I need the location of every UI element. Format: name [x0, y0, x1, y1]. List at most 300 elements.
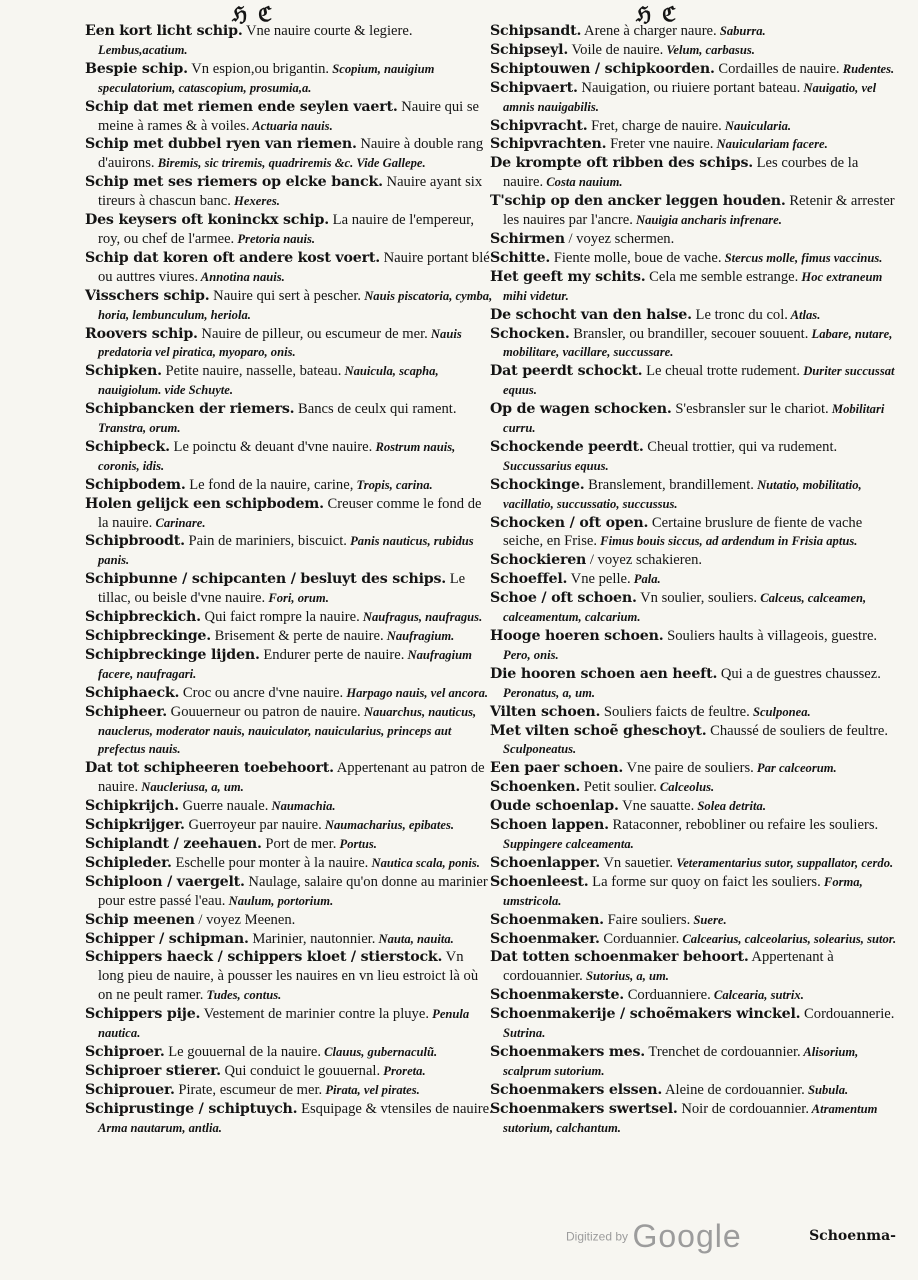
- headword: Schipvaert.: [490, 79, 578, 96]
- headword: Schip dat met riemen ende seylen vaert.: [85, 98, 398, 115]
- latin-equivalent: Labare, nutare, mobilitare, vacillare, succussare.: [503, 326, 893, 360]
- headword: Schipbunne / schipcanten / besluyt des schips.: [85, 571, 447, 588]
- latin-equivalent: Scopium, nauigium speculatorium, catascopium, prosumia,a.: [98, 61, 435, 95]
- headword: Schoe / oft schoen.: [490, 590, 637, 607]
- french-definition: Les courbes de la nauire.: [503, 155, 859, 191]
- latin-equivalent: Transtra, orum.: [98, 421, 181, 436]
- headword: Schocken.: [490, 325, 570, 342]
- latin-equivalent: Rostrum nauis, coronis, idis.: [98, 439, 456, 473]
- latin-equivalent: Nautica scala, ponis.: [368, 855, 480, 870]
- latin-equivalent: Pirata, vel pirates.: [322, 1082, 420, 1097]
- headword: Schipvracht.: [490, 117, 588, 134]
- latin-equivalent: Nauicula, scapha, nauigiolum. vide Schuyte.: [98, 364, 439, 398]
- latin-equivalent: Calcearius, calceolarius, solearius, sutor.: [679, 931, 897, 946]
- latin-equivalent: Penula nautica.: [98, 1007, 470, 1041]
- headword: Dat tot schipheeren toebehoort.: [85, 760, 334, 777]
- french-definition: Corduanniere.: [624, 987, 711, 1004]
- dictionary-entry: [490, 325, 898, 363]
- french-definition: Eschelle pour monter à la nauire.: [171, 854, 369, 871]
- dictionary-entry: [490, 589, 898, 627]
- headword: Schocken / oft open.: [490, 514, 649, 531]
- dictionary-entry: [490, 306, 898, 325]
- french-definition: Le tillac, ou beisle d'vne nauire.: [98, 571, 466, 607]
- headword: Schipvrachten.: [490, 136, 607, 153]
- latin-equivalent: Nauicularia.: [721, 118, 792, 133]
- latin-equivalent: Annotina nauis.: [198, 269, 285, 284]
- headword: Schipseyl.: [490, 41, 569, 58]
- dictionary-entry: [490, 986, 898, 1005]
- headword: Schipbodem.: [85, 476, 186, 493]
- dictionary-entry: [490, 570, 898, 589]
- dictionary-entry: [85, 22, 493, 60]
- latin-equivalent: Fimus bouis siccus, ad ardendum in Frisia aptus.: [597, 534, 858, 549]
- dictionary-entry: [85, 608, 493, 627]
- latin-equivalent: Peronatus, a, um.: [503, 685, 596, 700]
- french-definition: Vne nauire courte & legiere.: [242, 23, 413, 39]
- french-definition: Petit soulier.: [580, 779, 657, 796]
- dictionary-entry: [490, 249, 898, 268]
- dictionary-entry: [85, 400, 493, 438]
- dictionary-entry: [490, 268, 898, 306]
- french-definition: La forme sur quoy on faict les souliers.: [588, 873, 821, 890]
- latin-equivalent: Suere.: [690, 912, 727, 927]
- french-definition: Creuser comme le fond de la nauire.: [98, 495, 482, 531]
- french-definition: Certaine bruslure de fiente de vache seiche, en Frise.: [503, 514, 863, 550]
- latin-equivalent: Par calceorum.: [753, 761, 837, 776]
- latin-equivalent: Sculponeatus.: [503, 742, 577, 757]
- headword: Hooge hoeren schoen.: [490, 628, 664, 644]
- headword: Schipkrijger.: [85, 817, 185, 834]
- latin-equivalent: Hexeres.: [230, 194, 280, 209]
- french-definition: Vn espion,ou brigantin.: [187, 60, 330, 77]
- french-definition: Guerroyeur par nauire.: [184, 817, 322, 834]
- latin-equivalent: Carinare.: [152, 515, 206, 530]
- headword: Schip meenen: [85, 911, 195, 928]
- french-definition: Nauigation, ou riuiere portant bateau.: [577, 79, 801, 96]
- french-definition: Vn long pieu de nauire, à pousser les nauires en vn lieu estroict là où on ne peult ramer.: [98, 949, 479, 1004]
- dictionary-entry: [490, 476, 898, 514]
- latin-equivalent: Pala.: [630, 572, 661, 587]
- french-definition: Fiente molle, boue de vache.: [550, 249, 722, 266]
- dictionary-entry: [85, 570, 493, 608]
- french-definition: Marinier, nautonnier.: [248, 930, 376, 947]
- dictionary-entry: [85, 759, 493, 797]
- dictionary-entry: [490, 400, 898, 438]
- dictionary-entry: [490, 79, 898, 117]
- dictionary-entry: [85, 873, 493, 911]
- dictionary-entry: [85, 362, 493, 400]
- latin-equivalent: Costa nauium.: [543, 175, 623, 190]
- french-definition: Qui faict rompre la nauire.: [200, 609, 360, 626]
- watermark-brand: Google: [632, 1218, 742, 1254]
- dictionary-entry: [490, 1081, 898, 1100]
- headword: Oude schoenlap.: [490, 798, 619, 815]
- french-definition: Croc ou ancre d'vne nauire.: [179, 684, 344, 701]
- french-definition: Rataconner, rebobliner ou refaire les souliers.: [608, 817, 879, 834]
- headword: Schoenmakerije / schoẽmakers winckel.: [490, 1006, 801, 1023]
- latin-equivalent: Nauigatio, vel amnis nauigabilis.: [503, 80, 877, 114]
- headword: Schipbancken der riemers.: [85, 401, 295, 418]
- latin-equivalent: Nauarchus, nauticus, nauclerus, moderator nauis, nauiculator, nauicularius, princeps aut prefectus nauis.: [98, 704, 477, 757]
- dictionary-entry: [490, 60, 898, 79]
- french-definition: Vne sauatte.: [618, 798, 695, 815]
- dictionary-entry: [490, 362, 898, 400]
- french-definition: Le fond de la nauire, carine,: [185, 476, 354, 493]
- latin-equivalent: Actuaria nauis.: [249, 118, 333, 133]
- dictionary-entry: [85, 438, 493, 476]
- latin-equivalent: Calcearia, sutrix.: [710, 988, 804, 1003]
- latin-equivalent: Fori, orum.: [265, 591, 329, 606]
- dictionary-entry: [85, 816, 493, 835]
- french-definition: Appertenant à cordouannier.: [503, 949, 834, 985]
- dictionary-entry: [85, 703, 493, 760]
- french-definition: Le poinctu & deuant d'vne nauire.: [169, 438, 373, 455]
- latin-equivalent: Solea detrita.: [694, 799, 766, 814]
- latin-equivalent: Panis nauticus, rubidus panis.: [98, 534, 474, 568]
- headword: Schipper / schipman.: [85, 930, 249, 947]
- latin-equivalent: Atramentum sutorium, calchantum.: [503, 1101, 878, 1135]
- latin-equivalent: Veteramentarius sutor, suppallator, cerdo.: [673, 855, 894, 870]
- dictionary-entry: [490, 854, 898, 873]
- french-definition: Freter vne nauire.: [606, 136, 714, 153]
- dictionary-entry: [490, 816, 898, 854]
- french-definition: Branslement, brandillement.: [584, 476, 754, 493]
- dictionary-entry: [490, 230, 898, 249]
- latin-equivalent: Harpago nauis, vel ancora.: [343, 685, 489, 700]
- headword: Schipsandt.: [490, 23, 582, 39]
- latin-equivalent: Saburra.: [716, 24, 766, 38]
- dictionary-entry: [85, 797, 493, 816]
- headword: Schockende peerdt.: [490, 438, 644, 455]
- headword: Schipbreckinge.: [85, 628, 211, 644]
- french-definition: Aleine de cordouannier.: [662, 1081, 805, 1098]
- dictionary-entry: [490, 627, 898, 665]
- french-definition: Le tronc du col.: [691, 306, 788, 323]
- french-definition: Pain de mariniers, biscuict.: [184, 533, 347, 550]
- headword: Schiptouwen / schipkoorden.: [490, 60, 715, 77]
- dictionary-entry: [85, 1043, 493, 1062]
- latin-equivalent: Hoc extraneum mihi videtur.: [503, 269, 883, 303]
- latin-equivalent: Nauis predatoria vel piratica, myoparo, onis.: [98, 326, 462, 360]
- latin-equivalent: Pero, onis.: [503, 647, 559, 662]
- headword: Schiproer stierer.: [85, 1062, 221, 1079]
- latin-equivalent: Clauus, gubernaculũ.: [321, 1044, 438, 1059]
- latin-equivalent: Tropis, carina.: [353, 477, 433, 492]
- headword: Schip met ses riemers op elcke banck.: [85, 174, 383, 191]
- dictionary-entry: [85, 646, 493, 684]
- french-definition: Cordouannerie.: [800, 1006, 895, 1023]
- latin-equivalent: Naufragus, naufragus.: [359, 610, 483, 625]
- french-definition: Naulage, salaire qu'on donne au marinier pour estre passé l'eau.: [98, 873, 488, 909]
- french-definition: Nauire qui se meine à rames & à voiles.: [98, 98, 480, 134]
- french-definition: Arene à charger naure.: [581, 23, 717, 39]
- french-definition: Guerre nauale.: [178, 798, 269, 815]
- dictionary-entry: [490, 135, 898, 154]
- french-definition: Pirate, escumeur de mer.: [174, 1081, 323, 1098]
- dictionary-entry: [85, 854, 493, 873]
- headword: Schoenlapper.: [490, 854, 600, 871]
- french-definition: / voyez schakieren.: [586, 552, 703, 569]
- dictionary-entry: [85, 211, 493, 249]
- headword: Schiploon / vaergelt.: [85, 873, 245, 890]
- headword: Schoenmaker.: [490, 930, 600, 947]
- dictionary-entry: [85, 930, 493, 949]
- latin-equivalent: Portus.: [336, 836, 377, 851]
- french-definition: Nauire à double rang d'auirons.: [98, 136, 484, 172]
- french-definition: Souliers haults à villageois, guestre.: [663, 628, 878, 644]
- headword: Schippers pije.: [85, 1006, 201, 1023]
- french-definition: Brisement & perte de nauire.: [211, 628, 384, 644]
- dictionary-entry: [490, 1100, 898, 1138]
- dictionary-entry: [490, 154, 898, 192]
- french-definition: Qui conduict le gouuernal.: [220, 1062, 381, 1079]
- latin-equivalent: Naumacharius, epibates.: [321, 818, 454, 833]
- dictionary-entry: [490, 797, 898, 816]
- dictionary-entry: [490, 759, 898, 778]
- dictionary-entry: [85, 532, 493, 570]
- headword: Dat totten schoenmaker behoort.: [490, 949, 749, 966]
- latin-equivalent: Biremis, sic triremis, quadriremis &c. Vide Gallepe.: [154, 156, 426, 171]
- french-definition: Cheual trottier, qui va rudement.: [643, 438, 838, 455]
- french-definition: La nauire de l'empereur, roy, ou chef de l'armee.: [98, 212, 475, 247]
- dictionary-entry: [85, 476, 493, 495]
- right-header-mark: ℌ ℭ: [636, 2, 679, 26]
- dictionary-entry: [85, 1005, 493, 1043]
- dictionary-entry: [85, 98, 493, 136]
- latin-equivalent: Mobilitari curru.: [503, 402, 885, 436]
- headword: Schippers haeck / schippers kloet / stierstock.: [85, 949, 443, 966]
- french-definition: Corduannier.: [599, 930, 680, 947]
- dictionary-entry: [85, 1062, 493, 1081]
- headword: T'schip op den ancker leggen houden.: [490, 193, 786, 210]
- headword: Schip met dubbel ryen van riemen.: [85, 136, 357, 153]
- headword: Dat peerdt schockt.: [490, 363, 643, 380]
- dictionary-entry: [85, 249, 493, 287]
- french-definition: Appertenant au patron de nauire.: [98, 760, 485, 796]
- dictionary-entry: [85, 911, 493, 930]
- latin-equivalent: Proreta.: [380, 1063, 426, 1078]
- french-definition: Faire souliers.: [603, 911, 691, 928]
- french-definition: Cordailles de nauire.: [714, 60, 840, 77]
- watermark-prefix: Digitized by: [566, 1229, 629, 1244]
- headword: Schoenmakers mes.: [490, 1043, 646, 1060]
- dictionary-entry: [490, 117, 898, 136]
- latin-equivalent: Naufragium.: [383, 629, 455, 643]
- headword: Schoenmakers swertsel.: [490, 1100, 678, 1117]
- headword: Het geeft my schits.: [490, 268, 646, 285]
- latin-equivalent: Stercus molle, fimus vaccinus.: [721, 250, 883, 265]
- dictionary-entry: [490, 1005, 898, 1043]
- french-definition: / voyez schermen.: [564, 230, 675, 247]
- left-column: [85, 22, 493, 1137]
- dictionary-entry: [490, 551, 898, 570]
- latin-equivalent: Pretoria nauis.: [234, 231, 316, 246]
- french-definition: Esquipage & vtensiles de nauire.: [297, 1100, 493, 1117]
- french-definition: Gouuerneur ou patron de nauire.: [167, 703, 361, 720]
- dictionary-entry: [490, 192, 898, 230]
- french-definition: Souliers faicts de feultre.: [600, 703, 750, 720]
- french-definition: Bancs de ceulx qui rament.: [294, 401, 457, 418]
- latin-equivalent: Suppingere calceamenta.: [503, 836, 634, 851]
- french-definition: Nauire portant blé ou auttres viures.: [98, 249, 490, 285]
- headword: Schiproer.: [85, 1043, 165, 1060]
- dictionary-entry: [490, 930, 898, 949]
- headword: Schipkrijch.: [85, 798, 179, 815]
- dictionary-entry: [490, 722, 898, 760]
- headword: Holen gelijck een schipbodem.: [85, 495, 324, 512]
- latin-equivalent: Nutatio, mobilitatio, vacillatio, succussatio, succussus.: [503, 477, 862, 511]
- latin-equivalent: Nauiculariam facere.: [713, 137, 828, 152]
- dictionary-entry: [85, 325, 493, 363]
- french-definition: Vn sauetier.: [599, 854, 674, 871]
- dictionary-entry: [85, 948, 493, 1005]
- headword: Schiprustinge / schiptuych.: [85, 1100, 298, 1117]
- headword: Schoeffel.: [490, 571, 568, 588]
- latin-equivalent: Naucleriusa, a, um.: [138, 780, 244, 795]
- dictionary-entry: [490, 41, 898, 60]
- dictionary-entry: [85, 60, 493, 98]
- latin-equivalent: Rudentes.: [839, 61, 895, 76]
- latin-equivalent: Alisorium, scalprum sutorium.: [503, 1044, 859, 1078]
- headword: De schocht van den halse.: [490, 306, 692, 323]
- dictionary-entry: [85, 627, 493, 646]
- right-column: [490, 22, 898, 1137]
- headword: Schiphaeck.: [85, 684, 180, 701]
- headword: Met vilten schoẽ gheschoyt.: [490, 722, 707, 739]
- headword: Schipbreckich.: [85, 609, 201, 626]
- dictionary-entry: [490, 873, 898, 911]
- headword: Schipleder.: [85, 854, 172, 871]
- headword: Bespie schip.: [85, 60, 188, 77]
- french-definition: Vne paire de souliers.: [623, 760, 754, 777]
- latin-equivalent: Naufragium facere, naufragari.: [98, 647, 472, 681]
- latin-equivalent: Naulum, portorium.: [225, 893, 334, 908]
- headword: Een kort licht schip.: [85, 23, 243, 39]
- headword: Schiprouer.: [85, 1081, 175, 1098]
- french-definition: Nauire qui sert à pescher.: [209, 287, 362, 304]
- french-definition: S'esbransler sur le chariot.: [671, 401, 829, 418]
- dictionary-entry: [490, 665, 898, 703]
- french-definition: Voile de nauire.: [568, 41, 664, 58]
- headword: Des keysers oft koninckx schip.: [85, 212, 330, 229]
- latin-equivalent: Naumachia.: [268, 799, 336, 814]
- headword: Schipbroodt.: [85, 533, 185, 550]
- headword: Schiplandt / zeehauen.: [85, 835, 262, 852]
- headword: Schockinge.: [490, 476, 585, 493]
- headword: Schockieren: [490, 552, 587, 569]
- dictionary-entry: [85, 287, 493, 325]
- french-definition: Cela me semble estrange.: [645, 268, 799, 285]
- latin-equivalent: Velum, carbasus.: [663, 42, 755, 57]
- french-definition: Nauire de pilleur, ou escumeur de mer.: [197, 325, 428, 342]
- dictionary-entry: [85, 1100, 493, 1138]
- french-definition: / voyez Meenen.: [194, 911, 296, 928]
- headword: Schipbeck.: [85, 438, 170, 455]
- dictionary-entry: [490, 22, 898, 41]
- french-definition: Chaussé de souliers de feultre.: [706, 722, 889, 739]
- dictionary-entry: [85, 135, 493, 173]
- french-definition: Noir de cordouannier.: [677, 1100, 809, 1117]
- headword: Visschers schip.: [85, 287, 210, 304]
- latin-equivalent: Arma nautarum, antlia.: [98, 1120, 222, 1135]
- french-definition: Bransler, ou brandiller, secouer souuent.: [569, 325, 809, 342]
- french-definition: Le gouuernal de la nauire.: [164, 1043, 321, 1060]
- latin-equivalent: Calceolus.: [656, 780, 715, 795]
- headword: Schoen lappen.: [490, 817, 609, 834]
- catchword: Schoenma-: [809, 1228, 896, 1244]
- latin-equivalent: Subula.: [804, 1082, 849, 1097]
- french-definition: Vestement de marinier contre la pluye.: [200, 1006, 429, 1023]
- latin-equivalent: Atlas.: [787, 307, 821, 322]
- latin-equivalent: Nauis piscatoria, cymba, horia, lembunculum, heriola.: [98, 288, 493, 322]
- headword: Schipheer.: [85, 703, 167, 720]
- headword: Schoenleest.: [490, 873, 589, 890]
- headword: Schitte.: [490, 249, 551, 266]
- latin-equivalent: Sutrina.: [503, 1026, 546, 1041]
- headword: Schipken.: [85, 363, 162, 380]
- dictionary-entry: [490, 911, 898, 930]
- latin-equivalent: Calceus, calceamen, calceamentum, calcarium.: [503, 591, 867, 625]
- headword: De krompte oft ribben des schips.: [490, 155, 753, 172]
- french-definition: Endurer perte de nauire.: [259, 646, 405, 663]
- headword: Vilten schoen.: [490, 703, 601, 720]
- dictionary-entry: [490, 778, 898, 797]
- french-definition: Retenir & arrester les nauires par l'ancre.: [503, 193, 895, 229]
- dictionary-entry: [490, 438, 898, 476]
- digitized-watermark: [566, 1218, 742, 1255]
- headword: Op de wagen schocken.: [490, 401, 672, 418]
- dictionary-entry: [85, 495, 493, 533]
- french-definition: Port de mer.: [261, 835, 337, 852]
- french-definition: Vn soulier, souliers.: [636, 590, 758, 607]
- french-definition: Trenchet de cordouannier.: [645, 1043, 801, 1060]
- dictionary-entry: [85, 173, 493, 211]
- french-definition: Vne pelle.: [567, 571, 631, 588]
- dictionary-entry: [490, 948, 898, 986]
- dictionary-entry: [490, 703, 898, 722]
- latin-equivalent: Lembus,acatium.: [98, 42, 188, 57]
- dictionary-entry: [490, 514, 898, 552]
- latin-equivalent: Tudes, contus.: [203, 988, 282, 1003]
- headword: Schoenmaken.: [490, 911, 604, 928]
- french-definition: Le cheual trotte rudement.: [642, 363, 801, 380]
- latin-equivalent: Duriter succussat equus.: [503, 364, 895, 398]
- latin-equivalent: Nauta, nauita.: [375, 931, 454, 946]
- latin-equivalent: Nauigia ancharis infrenare.: [632, 213, 782, 228]
- headword: Die hooren schoen aen heeft.: [490, 665, 718, 682]
- french-definition: Fret, charge de nauire.: [587, 117, 722, 134]
- latin-equivalent: Sculponea.: [749, 704, 811, 719]
- headword: Schipbreckinge lijden.: [85, 646, 260, 663]
- headword: Schoenmakerste.: [490, 987, 625, 1004]
- latin-equivalent: Sutorius, a, um.: [582, 969, 669, 984]
- headword: Schip dat koren oft andere kost voert.: [85, 249, 380, 266]
- french-definition: Petite nauire, nasselle, bateau.: [161, 363, 342, 380]
- dictionary-entry: [85, 1081, 493, 1100]
- dictionary-entry: [85, 835, 493, 854]
- dictionary-entry: [85, 684, 493, 703]
- dictionary-entry: [490, 1043, 898, 1081]
- french-definition: Qui a de guestres chaussez.: [717, 665, 881, 682]
- headword: Roovers schip.: [85, 325, 198, 342]
- latin-equivalent: Succussarius equus.: [503, 458, 609, 473]
- headword: Schoenmakers elssen.: [490, 1081, 663, 1098]
- headword: Schirmen: [490, 230, 565, 247]
- french-definition: Nauire ayant six tireurs à chascun banc.: [98, 174, 483, 210]
- headword: Schoenken.: [490, 779, 581, 796]
- latin-equivalent: Forma, umstricola.: [503, 874, 863, 908]
- left-header-mark: ℌ ℭ: [232, 2, 275, 26]
